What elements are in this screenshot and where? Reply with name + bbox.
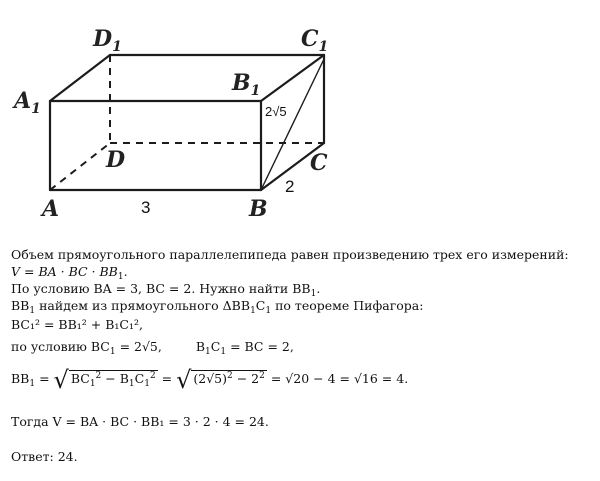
label-b: B (249, 196, 268, 222)
solution-line-4: $BB_1$ найдем из прямоугольного $\Delta BB_1C_1$ по теореме Пифагора: (11, 298, 424, 316)
label-c1: $C_1$ (301, 26, 329, 55)
dimension-bc: 2 (285, 177, 295, 196)
solution-line-7: $BB_1$ = √ $BC_1^2 - B_1C_1^2$ = √ $(2√5)^2 - 2^2 = √20 - 4 = √16 = 4$. (11, 366, 409, 394)
dimension-bc1: 2√5 (265, 104, 287, 119)
solution-line-1: Объем прямоугольного параллелепипеда равен произведению трех его измерений: (11, 247, 569, 262)
dimension-ab: 3 (141, 198, 151, 217)
parallelepiped-figure (0, 0, 600, 235)
label-a: A (42, 196, 60, 222)
solution-line-5: BC₁² = BB₁² + B₁C₁², (11, 317, 143, 332)
solution-line-8: Тогда V = BA · BC · BB₁ = 3 · 2 · 4 = 24. (11, 414, 269, 429)
edge-a1d1 (50, 55, 110, 101)
hidden-edge-ad (50, 143, 110, 190)
solution-line-2: V = BA · BC · $BB_1$. (11, 264, 128, 282)
label-c: C (310, 150, 328, 176)
solution-line-3: По условию BA = 3, BC = 2. Нужно найти $BB_1$. (11, 281, 321, 299)
label-b1: $B_1$ (232, 70, 261, 99)
label-a1: $A_1$ (14, 88, 41, 117)
answer-line: Ответ: 24. (11, 449, 78, 464)
label-d1: $D_1$ (93, 26, 122, 55)
solution-line-6: по условию $BC_1 = 2√5$, $B_1C_1$ = BC = 2, (11, 339, 294, 357)
label-d: D (106, 147, 126, 173)
